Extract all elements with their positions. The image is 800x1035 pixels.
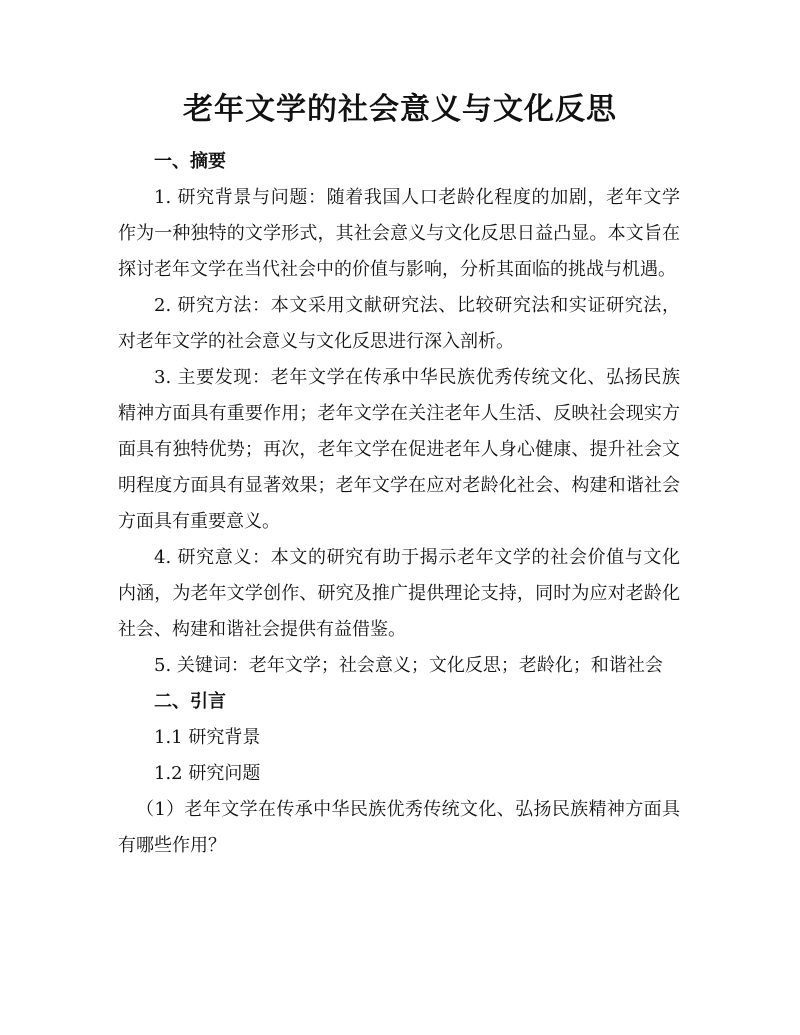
subheading-research-questions: 1.2 研究问题 [154,763,261,784]
research-question-1: （1）老年文学在传承中华民族优秀传统文化、弘扬民族精神方面具有哪些作用？ [118,799,680,856]
abstract-item-background: 1. 研究背景与问题：随着我国人口老龄化程度的加剧，老年文学作为一种独特的文学形式，其社会意义与文化反思日益凸显。本文旨在探讨老年文学在当代社会中的价值与影响，分析其面临的挑战与机遇。 [118,187,680,280]
abstract-item-findings: 3. 主要发现：老年文学在传承中华民族优秀传统文化、弘扬民族精神方面具有重要作用；老年文学在关注老年人生活、反映社会现实方面具有独特优势；再次，老年文学在促进老年人身心健康、提升社会文明程度方面具有显著效果；老年文学在应对老龄化社会、构建和谐社会方面具有重要意义。 [118,367,680,532]
abstract-item-significance: 4. 研究意义：本文的研究有助于揭示老年文学的社会价值与文化内涵，为老年文学创作、研究及推广提供理论支持，同时为应对老龄化社会、构建和谐社会提供有益借鉴。 [118,547,680,640]
abstract-item-keywords: 5. 关键词：老年文学；社会意义；文化反思；老龄化；和谐社会 [154,655,663,676]
section-heading-introduction: 二、引言 [154,691,226,712]
abstract-item-methods: 2. 研究方法：本文采用文献研究法、比较研究法和实证研究法，对老年文学的社会意义与文化反思进行深入剖析。 [118,295,680,352]
document-body [118,144,680,864]
subheading-research-background: 1.1 研究背景 [154,727,261,748]
section-heading-abstract: 一、摘要 [154,151,226,172]
document-title: 老年文学的社会意义与文化反思 [183,92,617,127]
